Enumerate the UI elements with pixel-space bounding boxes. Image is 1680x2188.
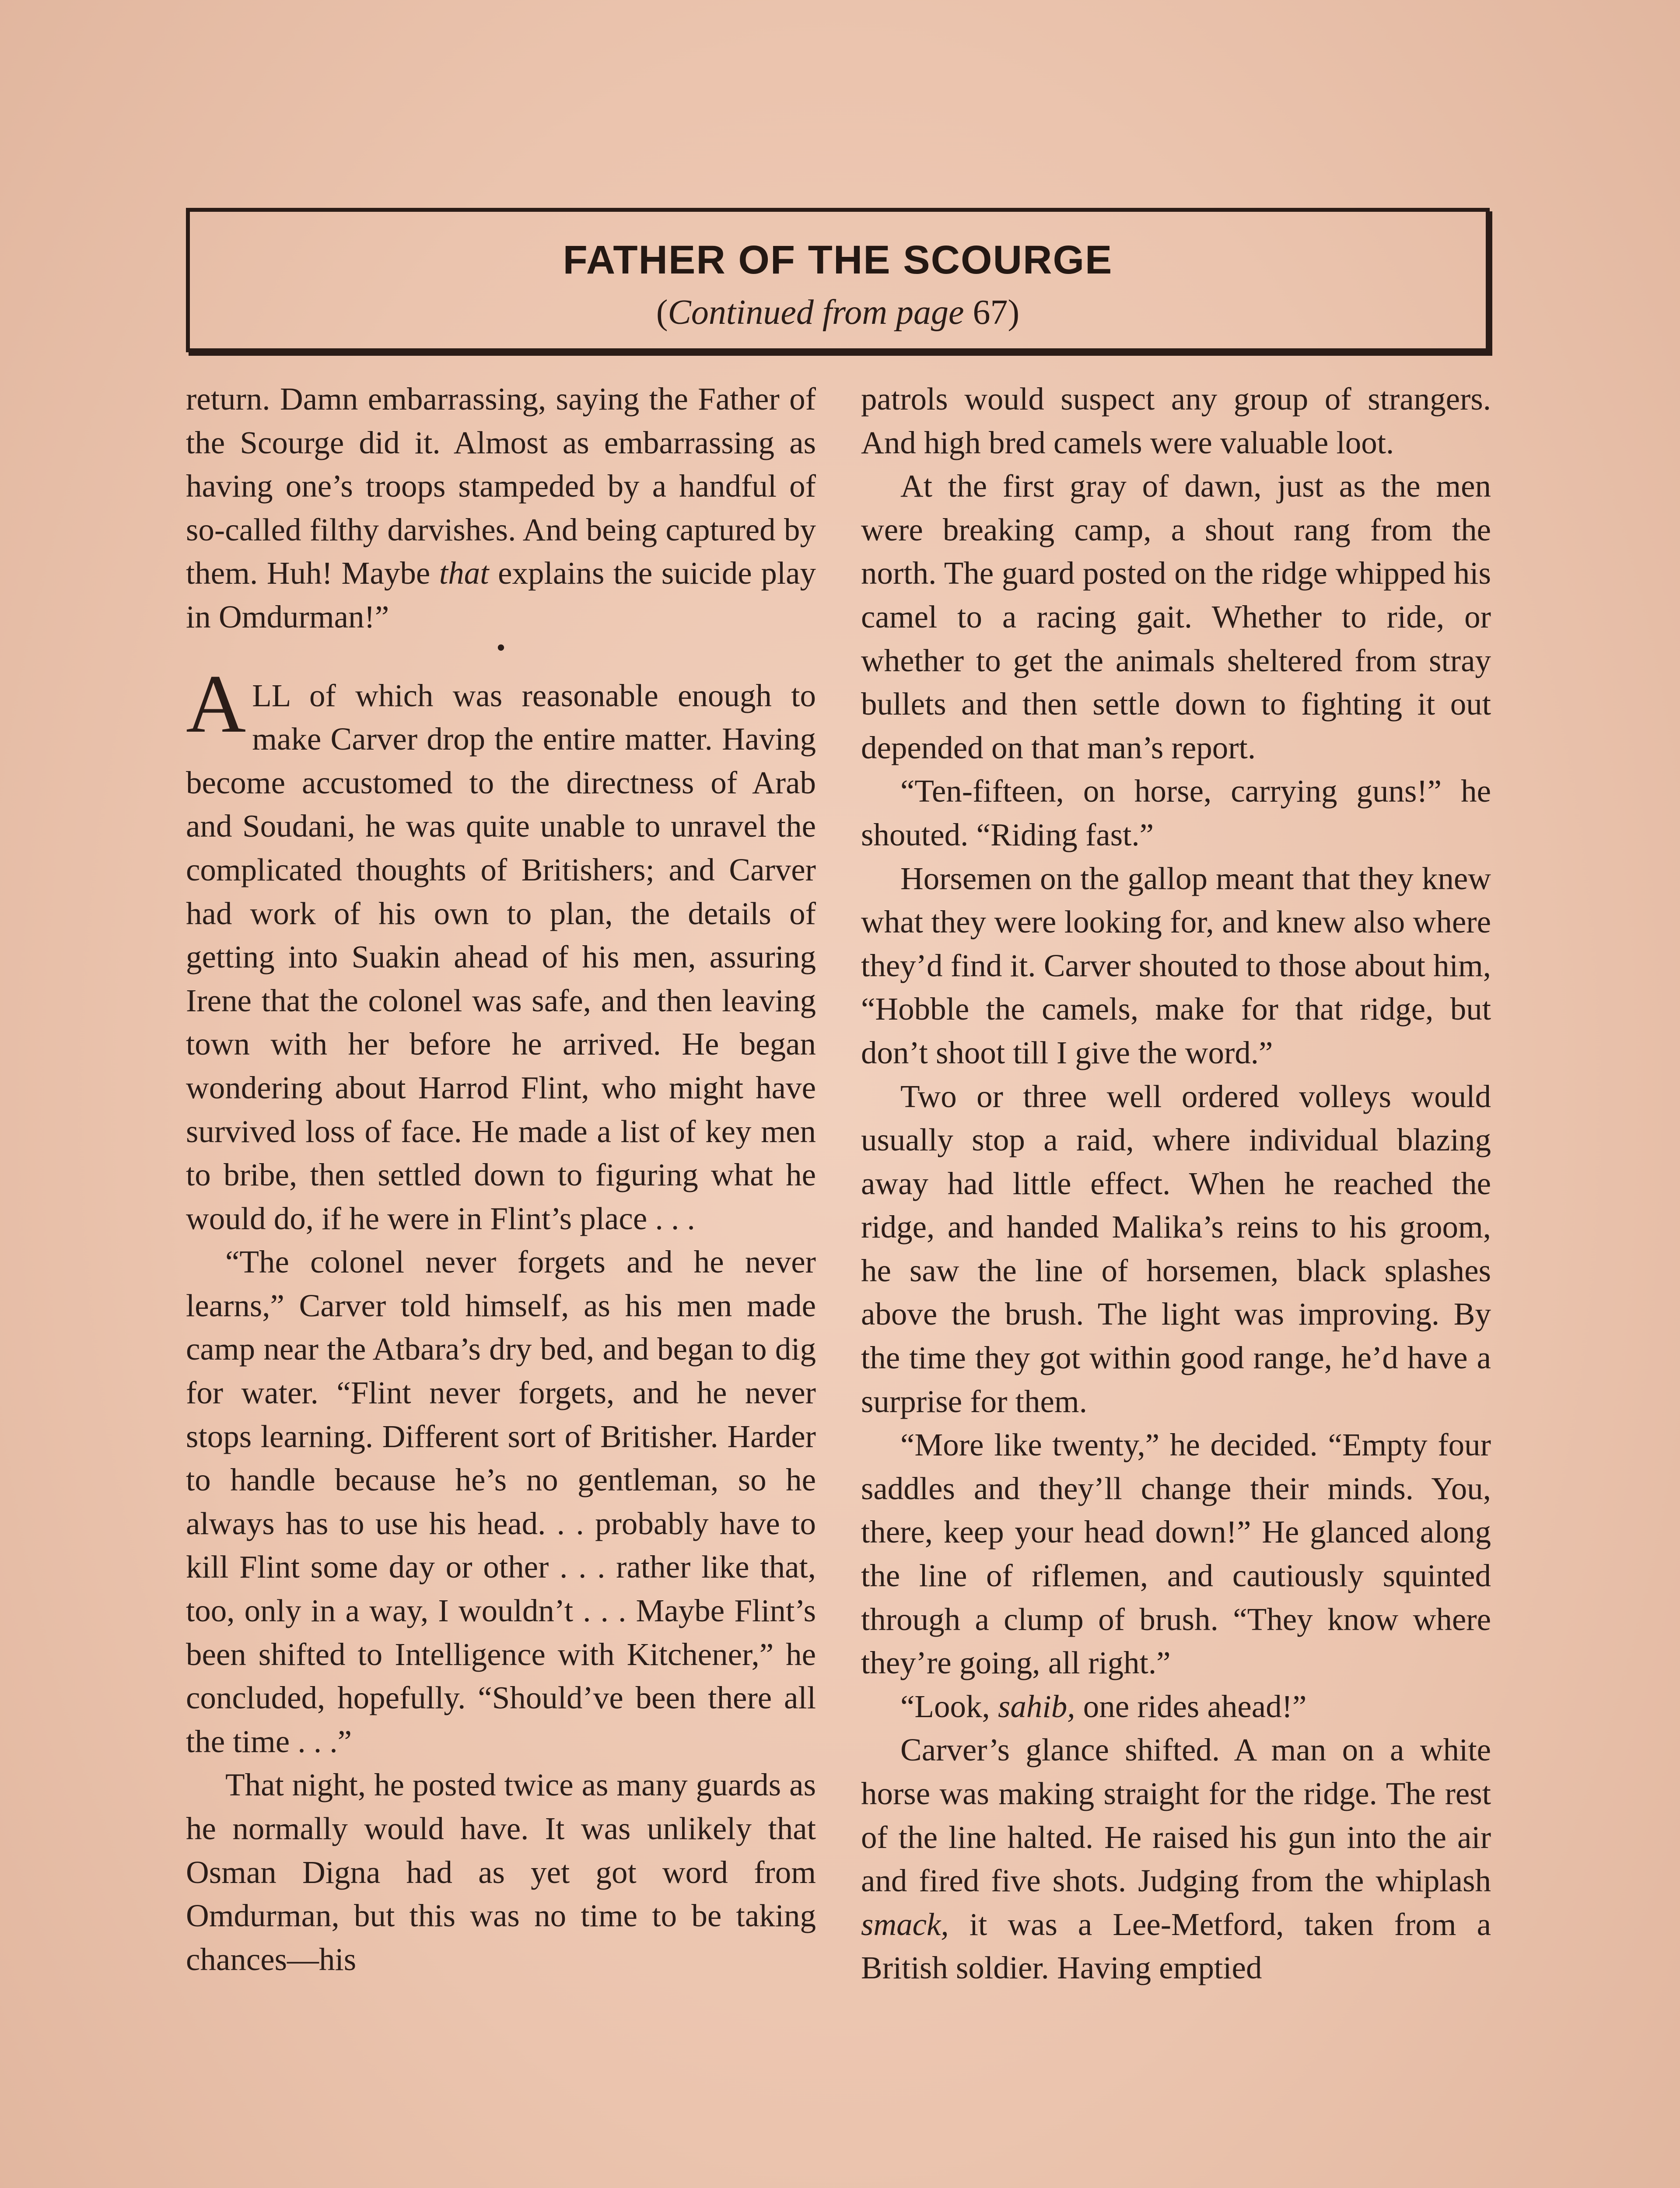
story-title: FATHER OF THE SCOURGE [563, 238, 1113, 282]
paragraph [861, 1423, 1491, 1685]
continued-paren: ( [656, 293, 668, 332]
paragraph-text: Two or three well ordered volleys would usually stop a raid, where individual blazing away had little effect. When he reached the ridge, and handed Malika’s reins to his groom, he saw the line of horsemen, black splashes above the brush. The light was improving. By the time they got within good range, he’d have a surprise for them. [861, 1078, 1491, 1419]
paragraph-text: patrols would suspect any group of strangers. And high bred camels were valuable loot. [861, 381, 1491, 460]
paragraph-text: “More like twenty,” he decided. “Empty four saddles and they’ll change their minds. You, there, keep your head down!” He glanced along the line of riflemen, and cautiously squinted through a clump of brush. “They know where they’re going, all right.” [861, 1427, 1491, 1681]
paragraph [861, 377, 1491, 464]
paragraph-text: Carver’s glance shifted. A man on a white horse was making straight for the ridge. The rest of the line halted. He raised his gun into the air and fired five shots. Judging from the whiplash [861, 1732, 1491, 1899]
paragraph [861, 857, 1491, 1075]
paragraph-text: “The colonel never forgets and he never learns,” Carver told himself, as his men made camp near the Atbara’s dry bed, and began to dig for water. “Flint never forgets, and he never stops learning. Different sort of Britisher. Harder to handle because he’s no gentleman, so he always has to use his head. . . probably have to kill Flint some day or other . . . rather like that, too, only in a way, I wouldn’t . . . Maybe Flint’s been shifted to Intelligence with Kitchener,” he concluded, hopefully. “Should’ve been there all the time . . .” [186, 1244, 816, 1759]
drop-cap: A [186, 658, 246, 750]
paragraph [186, 377, 816, 639]
paragraph-text-tail: it was a Lee-Metford, taken from a British soldier. Having emptied [861, 1906, 1491, 1986]
paragraph [861, 769, 1491, 856]
paragraph [861, 464, 1491, 769]
continued-text: Continued from page [668, 293, 964, 332]
emphasis-text: smack, [861, 1906, 949, 1942]
header-box [186, 208, 1490, 352]
paragraph-text: LL of which was reasonable enough to make Carver drop the entire matter. Having become accustomed to the directness of Arab and Soudani, he was quite unable to unravel the complicated thoughts of Britishers; and Carver had work of his own to plan, the details of getting into Suakin ahead of his men, assuring Irene that the colonel was safe, and then leaving town with her before he arrived. He began wondering about Harrod Flint, who might have survived loss of face. He made a list of key men to bribe, then settled down to figuring what he would do, if he were in Flint’s place . . . [186, 677, 816, 1236]
left-column [186, 377, 816, 1981]
paragraph-text: “Look, [900, 1688, 998, 1724]
paragraph [861, 1728, 1491, 1990]
paragraph [186, 1240, 816, 1763]
continued-note [190, 293, 1486, 333]
emphasis-text: sahib, [998, 1688, 1075, 1724]
paragraph-text: At the first gray of dawn, just as the men were breaking camp, a shout rang from the north. The guard posted on the ridge whipped his camel to a racing gait. Whether to ride, or whether to get the animals sheltered from stray bullets and then settle down to fighting it out depended on that man’s report. [861, 468, 1491, 765]
paragraph [861, 1075, 1491, 1424]
paragraph [186, 1763, 816, 1981]
section-mark: • [496, 633, 506, 662]
paragraph [186, 658, 816, 1241]
continued-page: 67) [964, 293, 1020, 332]
paragraph [861, 1685, 1491, 1729]
right-column [861, 377, 1491, 1990]
paragraph-text-tail: explains the suicide play in Omdurman!” [186, 555, 816, 635]
paragraph-text: “Ten-fifteen, on horse, carrying guns!” he shouted. “Riding fast.” [861, 773, 1491, 852]
paragraph-text-tail: one rides ahead!” [1075, 1688, 1307, 1724]
paragraph-text: Horsemen on the gallop meant that they knew what they were looking for, and knew also where they’d find it. Carver shouted to those about him, “Hobble the camels, make for that ridge, but don’t shoot till I give the word.” [861, 860, 1491, 1070]
paragraph-text: That night, he posted twice as many guards as he normally would have. It was unlikely that Osman Digna had as yet got word from Omdurman, but this was no time to be taking chances—his [186, 1767, 816, 1977]
emphasis-text: that [439, 555, 489, 591]
paragraph-text: return. Damn embarrassing, saying the Father of the Scourge did it. Almost as embarrassing as having one’s troops stampeded by a handful of so-called filthy darvishes. And being captured by them. Huh! Maybe [186, 381, 816, 591]
